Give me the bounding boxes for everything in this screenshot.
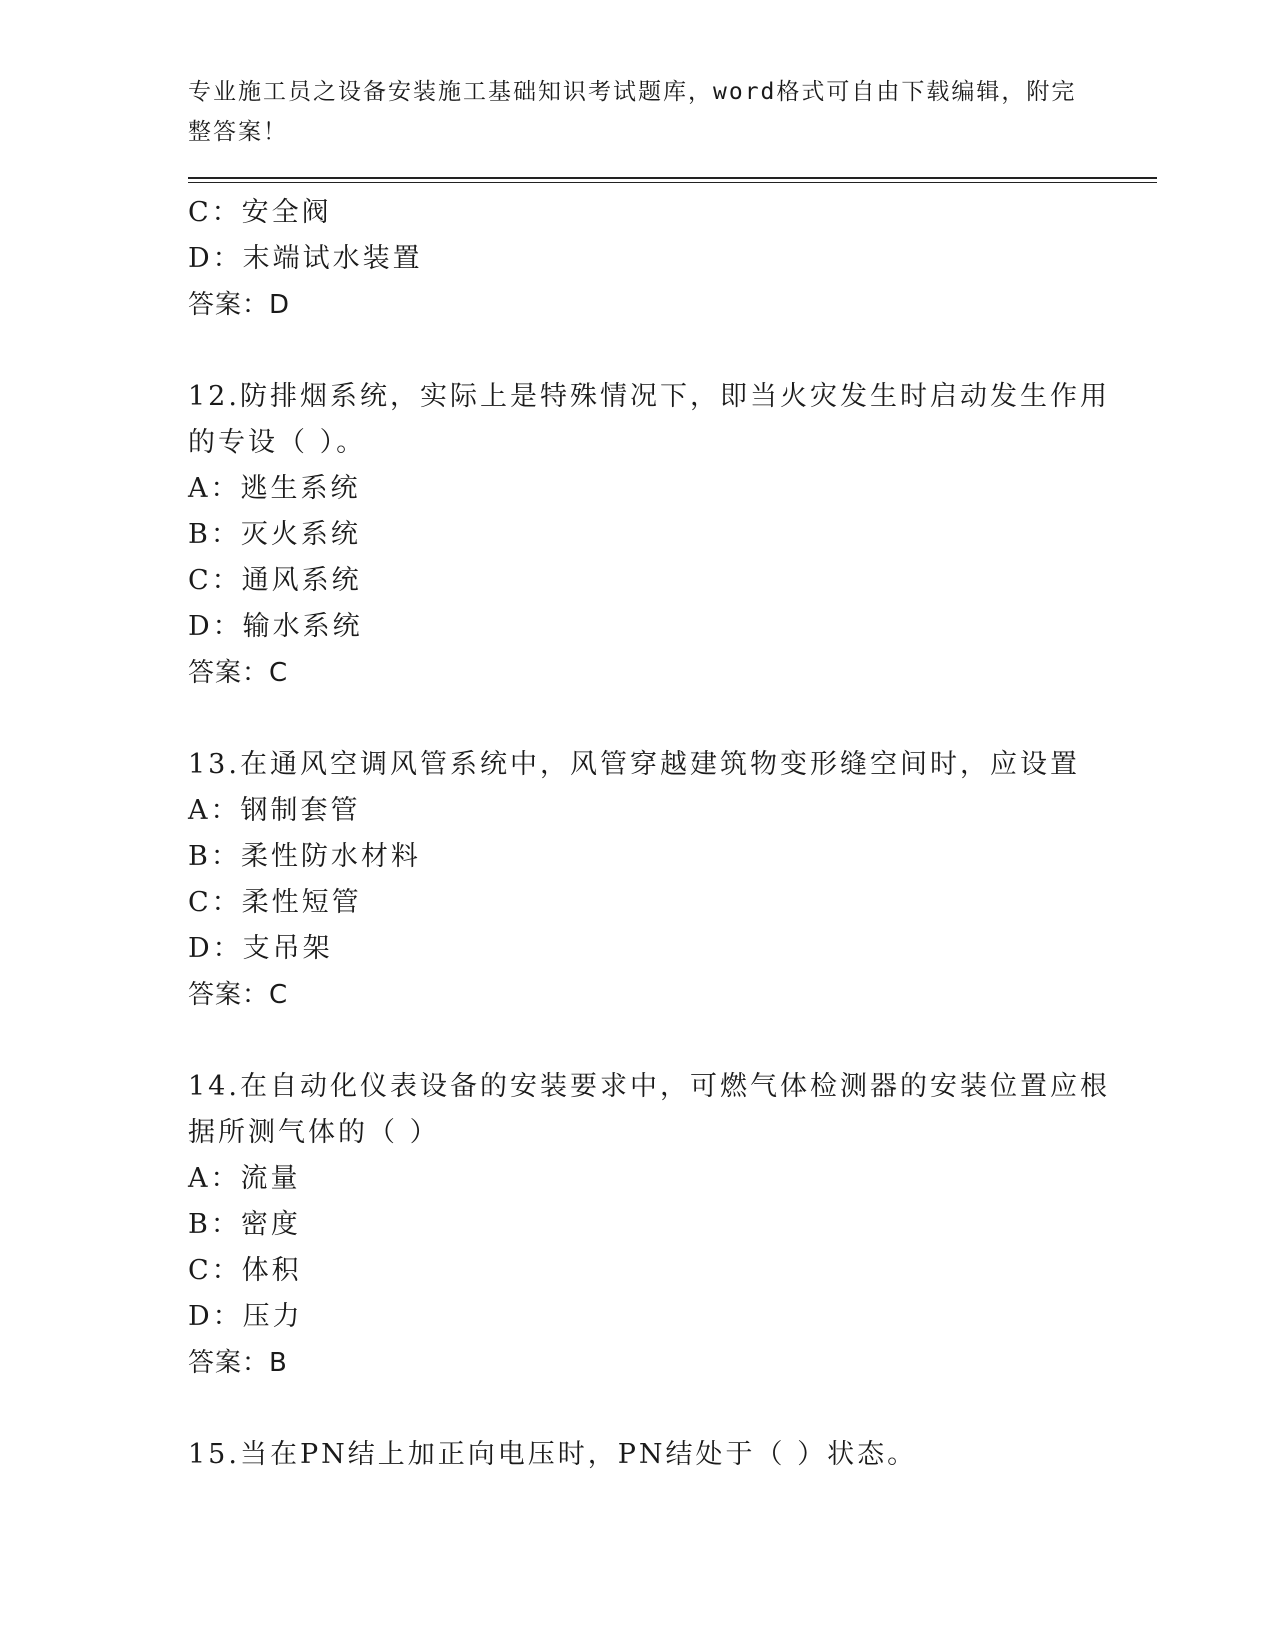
q11-option-d: D：末端试水装置 bbox=[188, 243, 423, 274]
q12-stem-line-2: 的专设（ ）。 bbox=[188, 427, 367, 458]
q13-option-a: A：钢制套管 bbox=[188, 795, 361, 826]
spacer bbox=[188, 1018, 1088, 1064]
q15-stem-line-1: 15.当在PN结上加正向电压时，PN结处于（ ）状态。 bbox=[188, 1439, 918, 1470]
q12-option-c: C：通风系统 bbox=[188, 565, 362, 596]
q14-option-c: C：体积 bbox=[188, 1255, 302, 1286]
q13-option-b: B：柔性防水材料 bbox=[188, 841, 421, 872]
q14-answer: 答案：B bbox=[188, 1348, 288, 1378]
q12-option-a: A：逃生系统 bbox=[188, 473, 361, 504]
question-12 bbox=[188, 374, 1110, 696]
question-14 bbox=[188, 1064, 1110, 1386]
q12-stem-line-1: 12.防排烟系统，实际上是特殊情况下，即当火灾发生时启动发生作用 bbox=[188, 381, 1110, 412]
q13-option-c: C：柔性短管 bbox=[188, 887, 362, 918]
q12-option-d: D：输水系统 bbox=[188, 611, 363, 642]
q14-option-b: B：密度 bbox=[188, 1209, 301, 1240]
question-list bbox=[188, 190, 1110, 1478]
q12-answer: 答案：C bbox=[188, 658, 289, 688]
spacer bbox=[188, 696, 1088, 742]
q14-option-d: D：压力 bbox=[188, 1301, 303, 1332]
q11-answer: 答案：D bbox=[188, 290, 291, 320]
question-15 bbox=[188, 1432, 1088, 1478]
header-line-1: 专业施工员之设备安装施工基础知识考试题库，word格式可自由下载编辑，附完 bbox=[188, 79, 1077, 105]
q14-stem-line-1: 14.在自动化仪表设备的安装要求中，可燃气体检测器的安装位置应根 bbox=[188, 1071, 1110, 1102]
q13-option-d: D：支吊架 bbox=[188, 933, 333, 964]
q14-option-a: A：流量 bbox=[188, 1163, 301, 1194]
header-rule-thick bbox=[188, 177, 1157, 179]
question-13 bbox=[188, 742, 1088, 1018]
q13-stem-line-1: 13.在通风空调风管系统中，风管穿越建筑物变形缝空间时，应设置 bbox=[188, 749, 1080, 780]
spacer bbox=[188, 328, 1088, 374]
document-header bbox=[188, 72, 1088, 152]
spacer bbox=[188, 1386, 1088, 1432]
question-11-tail bbox=[188, 190, 1088, 328]
q13-answer: 答案：C bbox=[188, 980, 289, 1010]
q12-option-b: B：灭火系统 bbox=[188, 519, 361, 550]
header-line-2: 整答案！ bbox=[188, 119, 288, 145]
q11-option-c: C：安全阀 bbox=[188, 197, 332, 228]
q14-stem-line-2: 据所测气体的（ ） bbox=[188, 1117, 440, 1148]
header-rule-thin bbox=[188, 182, 1157, 183]
